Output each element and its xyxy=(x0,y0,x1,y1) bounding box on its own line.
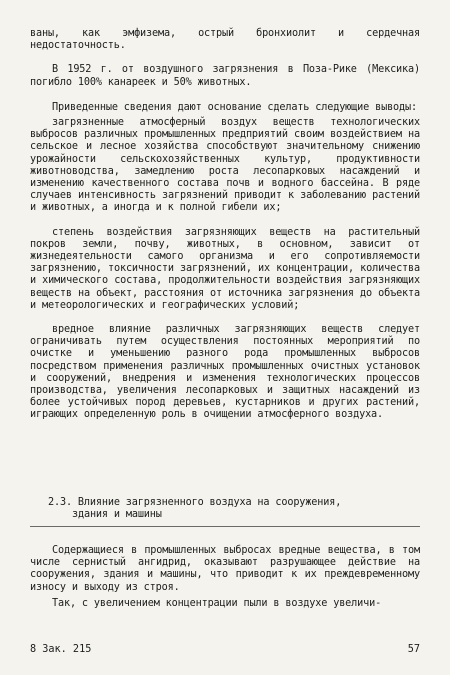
body-text-top xyxy=(30,28,420,422)
page-footer xyxy=(30,644,420,656)
paragraph-pollutants-effect: Содержащиеся в промышленных выбросах вредные вещества, в том числе сернистый ангидрид, оказывают разрушающее действие на сооружения, здания и машины, что приводит к их преждевременному износу и выходу из строя. xyxy=(30,545,420,593)
section-divider xyxy=(30,526,420,527)
paragraph-dust-concentration: Так, с увеличением концентрации пыли в воздухе увеличи- xyxy=(52,597,382,609)
paragraph-conclusions-intro: Приведенные сведения дают основание сделать следующие выводы: xyxy=(52,101,417,113)
page-number: 57 xyxy=(407,644,420,655)
paragraph-conclusion-2: степень воздействия загрязняющих веществ на растительный покров земли, почву, животных, в основном, зависит от жизнедеятельности самого организма и его сопротивляемости загрязнению, токсичности загрязнений, их концентрации, количества и химического состава, продолжительности воздействия загрязняющих веществ на объект, расстояния от источника загрязнения до объекта и метеорологических и географических условий; xyxy=(30,226,420,311)
section-heading-line-2: здания и машины xyxy=(72,509,162,521)
section-heading xyxy=(48,497,408,521)
section-heading-line-1: 2.3. Влияние загрязненного воздуха на сооружения, xyxy=(48,497,342,508)
paragraph-poza-rica: В 1952 г. от воздушного загрязнения в Поза-Рике (Мексика) погибло 100% канареек и 50% животных. xyxy=(30,64,420,88)
paragraph-continuation: ваны, как эмфизема, острый бронхиолит и сердечная недостаточность. xyxy=(30,28,420,52)
paragraph-conclusion-3: вредное влияние различных загрязняющих веществ следует ограничивать путем осуществления постоянных мероприятий по очистке и уменьшению разного рода промышленных выбросов посредством применения различных промышленных очистных установок и сооружений, внедрения и изменения технологических процессов производства, увеличения лесопарковых и защитных насаждений из более устойчивых пород деревьев, кустарников и других растений, играющих определенную роль в очищении атмосферного воздуха. xyxy=(30,324,420,421)
footer-signature-mark: 8 Зак. 215 xyxy=(30,644,92,655)
body-text-bottom xyxy=(30,545,420,610)
paragraph-conclusion-1: загрязненные атмосферный воздух веществ технологических выбросов различных промышленных предприятий своим воздействием на сельское и лесное хозяйства способствуют значительному снижению урожайности сельскохозяйственных культур, продуктивности животноводства, замедлению роста лесопарковых насаждений и изменению качественного состава почв и водного бассейна. В ряде случаев интенсивность загрязнений приводит к заболеванию растений и животных, а иногда и к полной гибели их; xyxy=(30,117,420,214)
